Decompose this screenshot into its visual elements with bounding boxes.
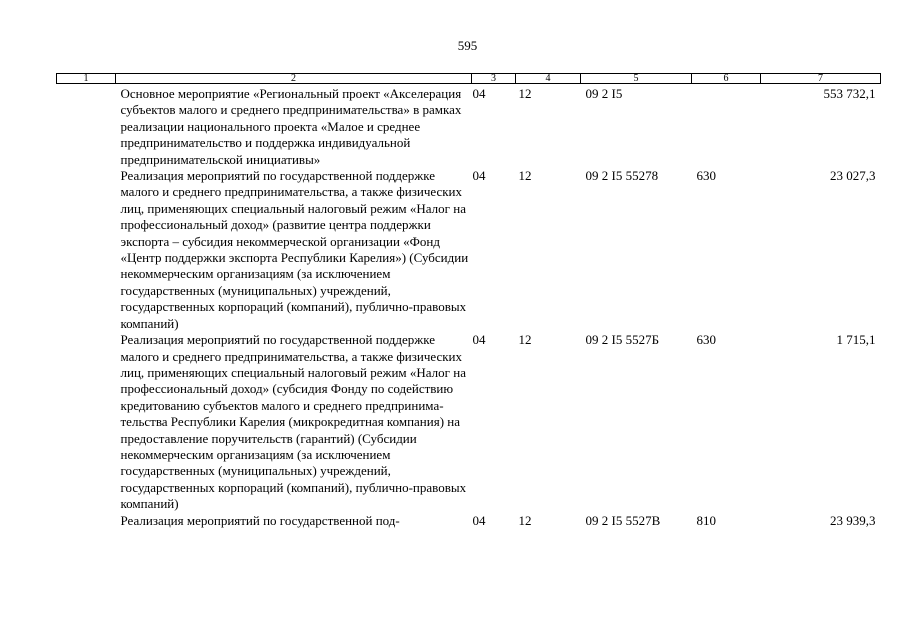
description-cell: Основное мероприятие «Региональный проект «Акселерация субъектов малого и среднего предпринимательства» в рамках реализации национального проекта «Малое и среднее предпринимательство и поддержка индивидуальной предпринимательской инициативы»	[120, 86, 462, 167]
expense-type-cell: 810	[696, 512, 716, 528]
amount-cell: 23 939,3	[830, 512, 876, 528]
target-article-cell: 09 2 I5 55278	[585, 168, 659, 184]
row-number-cell	[57, 168, 116, 332]
description-cell: Реализация мероприятий по государственной поддержке малого и среднего предпринимательства, а также физических лиц, применяющих специальный налоговый режим «Налог на профессиональный доход» (субсидия Фонду по содействию кредитованию субъектов малого и среднего предпринимательства Республики Карелия (микрокредитная компания) на предоставление поручительств (гарантий) (Субсидии некоммерческим организациям (за исключением государственных (муниципальных) учреждений, государственных корпораций (компаний), публично-правовых компаний)	[120, 332, 467, 512]
target-article-cell: 09 2 I5	[585, 86, 623, 101]
table-header	[57, 74, 881, 84]
column-number-7: 7	[761, 74, 881, 84]
expense-type-cell: 630	[696, 168, 716, 184]
section-cell: 04	[472, 512, 486, 528]
section-cell: 04	[472, 168, 486, 184]
expense-type-cell	[692, 84, 761, 169]
amount-cell: 553 732,1	[823, 86, 876, 101]
section-cell: 04	[472, 332, 486, 348]
column-number-3: 3	[472, 74, 516, 84]
table-body	[57, 84, 881, 529]
column-number-6: 6	[692, 74, 761, 84]
subsection-cell: 12	[518, 86, 532, 101]
section-cell: 04	[472, 86, 486, 101]
description-cell: Реализация мероприятий по государственной поддержке малого и среднего предпринимательства, а также физических лиц, применяющих специальный налоговый режим «Налог на профессиональный доход» (развитие центра поддержки экспорта – субсидия некоммерческой организации «Фонд «Центр поддержки экспорта Республики Карелия») (Субсидии некоммерческим организациям (за исключением государственных (муниципальных) учреждений, государственных корпораций (компаний), публично-правовых компаний)	[120, 168, 469, 331]
amount-cell: 1 715,1	[836, 332, 876, 348]
column-number-4: 4	[516, 74, 581, 84]
expense-type-cell: 630	[696, 332, 716, 348]
column-number-2: 2	[116, 74, 472, 84]
column-number-5: 5	[581, 74, 692, 84]
column-number-1: 1	[57, 74, 116, 84]
budget-table	[56, 73, 881, 529]
row-number-cell	[57, 513, 116, 529]
table-row	[57, 168, 881, 332]
column-number-row	[57, 74, 881, 84]
table-row	[57, 513, 881, 529]
subsection-cell: 12	[518, 332, 532, 348]
amount-cell: 23 027,3	[830, 168, 876, 184]
target-article-cell: 09 2 I5 5527В	[585, 512, 661, 528]
target-article-cell: 09 2 I5 5527Б	[585, 332, 660, 348]
row-number-cell	[57, 332, 116, 512]
description-cell: Реализация мероприятий по государственной под-	[120, 512, 400, 528]
row-number-cell	[57, 84, 116, 169]
page-number: 595	[457, 38, 478, 53]
subsection-cell: 12	[518, 168, 532, 184]
table-row	[57, 332, 881, 512]
subsection-cell: 12	[518, 512, 532, 528]
table-row	[57, 84, 881, 169]
